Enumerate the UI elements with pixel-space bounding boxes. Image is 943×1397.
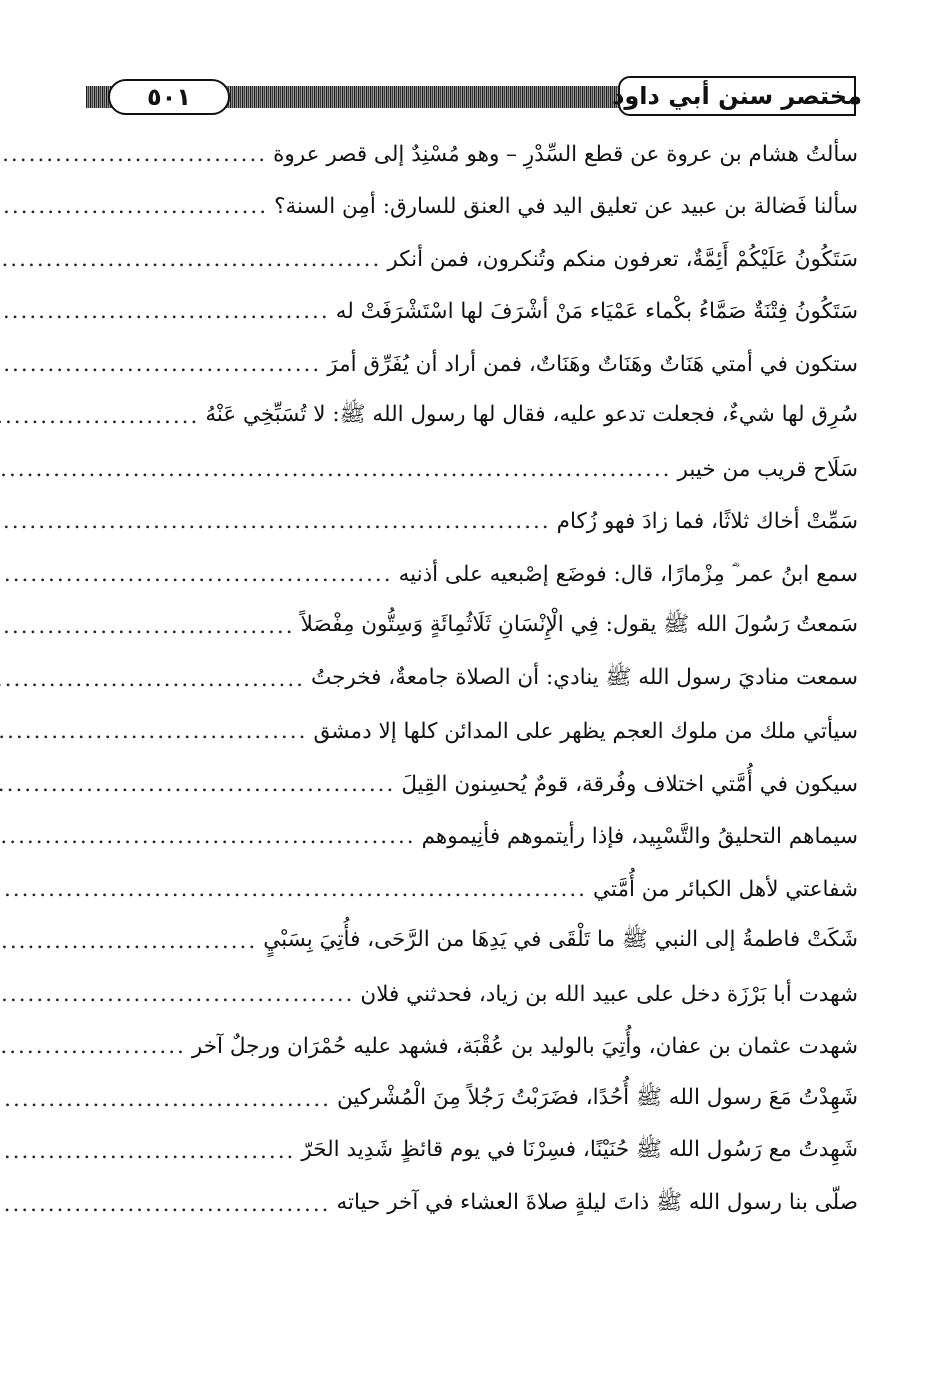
entry-text: شَهِدتُ مع رَسُول الله ﷺ حُنَيْنًا، فسِرْنَا في يوم قائظٍ شَدِيد الحَرّ <box>301 1137 858 1163</box>
leader-dots <box>0 509 551 534</box>
page-number: ٥٠١ <box>147 83 191 111</box>
entry-text: سيأتي ملك من ملوك العجم يظهر على المدائن كلها إلا دمشق <box>313 719 858 745</box>
header-title-box <box>612 76 862 116</box>
entry-text: سألتُ هشام بن عروة عن قطع السِّدْرِ – وهو مُسْنِدٌ إلى قصر عروة <box>273 141 858 167</box>
index-entry <box>90 181 858 234</box>
leader-dots <box>0 194 268 219</box>
leader-dots <box>0 1192 331 1217</box>
entry-text: سيكون في أُمَّتي اختلاف وفُرقة، قومٌ يُحسِنون القِيلَ <box>401 771 858 797</box>
index-entry <box>90 758 858 811</box>
entry-text: سَمِّتْ أخاك ثلاثًا، فما زادَ فهو زُكام <box>556 509 858 535</box>
leader-dots <box>0 457 672 482</box>
leader-dots <box>0 824 416 849</box>
entry-text: شَكَتْ فاطمةُ إلى النبي ﷺ ما تَلْقَى في يَدِهَا من الرَّحَى، فأُتِيَ بِسَبْيٍ <box>263 927 858 953</box>
leader-dots <box>0 404 199 429</box>
entry-text: سُرِق لها شيءٌ، فجعلت تدعو عليه، فقال لها رسول الله ﷺ: لا تُسَبِّخِي عَنْهُ <box>205 402 858 428</box>
running-header <box>86 76 862 120</box>
index-entry <box>90 1073 858 1126</box>
leader-dots <box>0 142 267 167</box>
entry-text: شهدت أبا بَرْزَة دخل على عبيد الله بن زياد، فحدثني فلان <box>360 981 858 1007</box>
index-entry <box>90 1126 858 1179</box>
entry-text: شهدت عثمان بن عفان، وأُتِيَ بالوليد بن عُقْبَة، فشهد عليه حُمْرَان ورجلٌ آخر <box>191 1034 858 1060</box>
hadith-index-list <box>90 128 858 1231</box>
book-title: مختصر سنن أبي داود <box>612 82 862 110</box>
index-entry <box>90 653 858 706</box>
leader-dots <box>0 1087 331 1112</box>
index-entry <box>90 548 858 601</box>
index-entry <box>90 128 858 181</box>
index-entry <box>90 496 858 549</box>
entry-text: ستكون في أمتي هَنَاتٌ وهَنَاتٌ وهَنَاتٌ، فمن أراد أن يُفَرِّق أمرَ <box>327 351 858 377</box>
entry-text: سَمعتُ رَسُولَ الله ﷺ يقول: فِي الْإِنْسَانِ ثَلَاثُمِائَةٍ وَسِتُّون مِفْصَلاً <box>300 612 858 638</box>
index-entry <box>90 706 858 759</box>
entry-text: سَتَكُونُ فِتْنَةٌ صَمَّاءُ بكْماء عَمْيَاء مَنْ أشْرَفَ لها اسْتَشْرَفَتْ له <box>335 299 858 325</box>
entry-text: سيماهم التحليقُ والتَّسْبِيد، فإذا رأيتموهم فأنِيموهم <box>421 824 858 850</box>
entry-text: سمعت مناديَ رسول الله ﷺ ينادي: أن الصلاة جامعةٌ، فخرجتُ <box>311 664 858 690</box>
entry-text: سَلَاح قريب من خيبر <box>677 456 858 482</box>
leader-dots <box>0 352 321 377</box>
index-entry <box>90 601 858 654</box>
index-entry <box>90 286 858 339</box>
index-entry <box>90 811 858 864</box>
leader-dots <box>0 877 587 902</box>
index-entry <box>90 391 858 444</box>
leader-dots <box>0 667 305 692</box>
index-entry <box>90 916 858 969</box>
leader-dots <box>0 1034 186 1059</box>
leader-dots <box>0 614 295 639</box>
leader-dots <box>0 929 257 954</box>
leader-dots <box>0 562 393 587</box>
entry-text: سألنا فَضالة بن عبيد عن تعليق اليد في العنق للسارق: أمِن السنة؟ <box>274 194 858 220</box>
page-number-box <box>108 79 230 115</box>
leader-dots <box>0 772 395 797</box>
leader-dots <box>0 247 381 272</box>
index-entry <box>90 968 858 1021</box>
index-entry <box>90 1021 858 1074</box>
leader-dots <box>0 982 354 1007</box>
entry-text: شفاعتي لأهل الكبائر من أُمَّتي <box>593 876 858 902</box>
entry-text: صلّى بنا رسول الله ﷺ ذاتَ ليلةٍ صلاةَ العشاء في آخر حياته <box>336 1189 858 1215</box>
leader-dots <box>0 1139 295 1164</box>
index-entry <box>90 338 858 391</box>
entry-text: سَتَكُونُ عَلَيْكُمْ أَئِمَّةٌ، تعرفون منكم وتُنكرون، فمن أنكر <box>387 246 858 272</box>
index-entry <box>90 443 858 496</box>
index-entry <box>90 1178 858 1231</box>
leader-dots <box>0 719 307 744</box>
index-entry <box>90 233 858 286</box>
leader-dots <box>0 299 330 324</box>
entry-text: شَهِدْتُ مَعَ رسول الله ﷺ أُحُدًا، فضَرَبْتُ رَجُلاً مِنَ الْمُشْركين <box>337 1084 858 1110</box>
entry-text: سمع ابنُ عمر ؓ مِزْمارًا، قال: فوضَع إصْبعيه على أذنيه <box>398 561 858 587</box>
index-entry <box>90 863 858 916</box>
